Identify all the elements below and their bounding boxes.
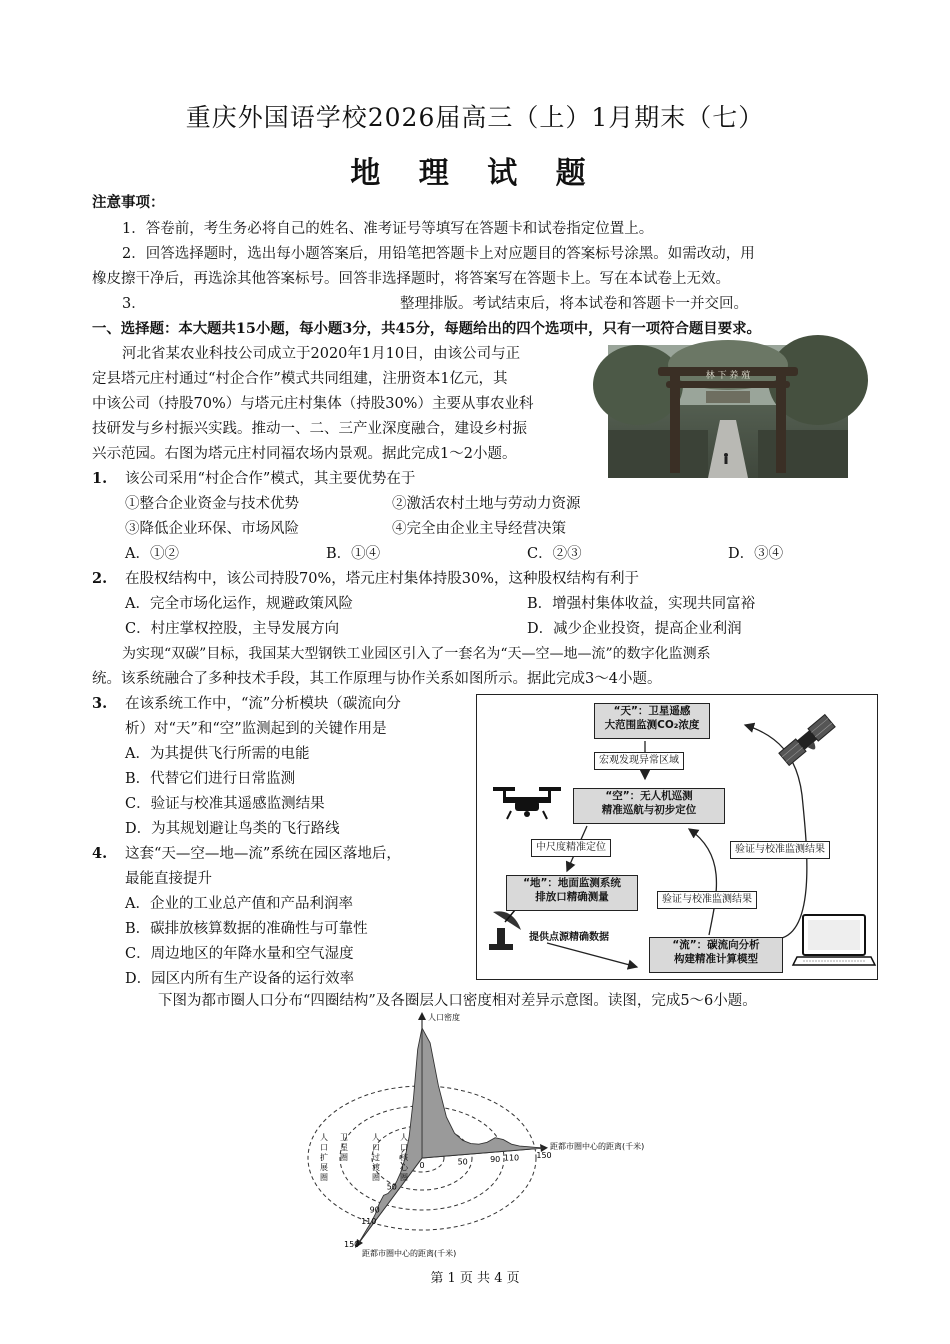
laptop-icon [793,915,875,965]
liu-box [649,937,783,973]
notice-item-3a: 3． [122,296,146,312]
provide-label: 提供点源精确数据 [529,932,609,943]
kong-line2: 精准巡航与初步定位 [601,804,697,816]
ring-label: 人口过渡圈 [372,1133,380,1182]
q3-number: 3. [92,695,108,712]
q4-option-d[interactable]: D．园区内所有生产设备的运行效率 [125,971,355,987]
q4-option-b[interactable]: B．碳排放核算数据的准确性与可靠性 [125,921,368,937]
ring-label: 人口核心圈 [400,1133,408,1182]
farm-photo [608,345,848,478]
q1-statement-4: ④完全由企业主导经营决策 [392,521,566,537]
q4-option-a[interactable]: A．企业的工业总产值和产品利润率 [125,896,353,912]
x-axis-label: 距都市圈中心的距离(千米) [550,1142,645,1151]
satellite-icon [779,715,838,769]
density-curve-z [358,1028,425,1244]
section-heading: 一、选择题：本大题共15小题，每小题3分，共45分，每题给出的四个选项中，只有一项符合题目要求。 [92,320,761,337]
z-tick-label: 90 [369,1205,380,1215]
q1-statement-1: ①整合企业资金与技术优势 [125,496,299,512]
q2-option-b[interactable]: B．增强村集体收益，实现共同富裕 [527,596,756,612]
q2-number: 2. [92,570,108,587]
z-tick-label: 110 [361,1217,377,1227]
x-tick-label: 150 [536,1151,552,1160]
ring-label: 卫星圈 [340,1133,348,1162]
q1-number: 1. [92,470,108,487]
passage1-line5: 兴示范园。右图为塔元庄村同福农场内景观。据此完成1～2小题。 [92,446,517,462]
tian-line2: 大范围监测CO₂浓度 [604,719,700,731]
passage1-line4: 技研发与乡村振兴实践。推动一、二、三产业深度融合，建设乡村振 [92,421,527,437]
notice-heading: 注意事项： [92,194,165,211]
verify-right-label: 验证与校准监测结果 [730,841,830,859]
q4-stem-1: 这套“天—空—地—流”系统在园区落地后， [125,846,401,862]
exam-title: 重庆外国语学校2026届高三（上）1月期末（七） [185,103,765,132]
q1-option-d[interactable]: D．③④ [728,546,784,562]
q4-stem-2: 最能直接提升 [125,871,212,887]
notice-item-1: 1．答卷前，考生务必将自己的姓名、准考证号等填写在答题卡和试卷指定位置上。 [122,221,654,237]
kong-line1: “空”：无人机巡测 [605,790,693,802]
q1-statement-3: ③降低企业环保、市场风险 [125,521,299,537]
notice-item-3b: 整理排版。考试结束后，将本试卷和答题卡一并交回。 [400,296,748,312]
verify-mid-label: 验证与校准监测结果 [657,891,757,909]
liu-line1: “流”：碳流向分析 [672,939,760,951]
di-box [506,875,638,911]
q1-statement-2: ②激活农村土地与劳动力资源 [392,496,581,512]
passage2-line1: 为实现“双碳”目标，我国某大型钢铁工业园区引入了一套名为“天—空—地—流”的数字化监测系 [122,646,711,662]
monitoring-system-diagram [476,694,878,980]
tian-box [594,703,710,739]
passage3-line1: 下图为都市圈人口分布“四圈结构”及各圈层人口密度相对差异示意图。读图，完成5～6小题。 [158,993,757,1009]
liu-line2: 构建精准计算模型 [674,953,758,965]
q4-number: 4. [92,845,108,862]
z-tick-label: 50 [386,1182,397,1192]
population-density-chart [300,1008,645,1260]
q1-option-c[interactable]: C．②③ [527,546,582,562]
q1-stem: 该公司采用“村企合作”模式，其主要优势在于 [125,471,416,487]
q4-option-c[interactable]: C．周边地区的年降水量和空气湿度 [125,946,354,962]
x-tick-label: 0 [419,1161,425,1170]
q2-option-d[interactable]: D．减少企业投资，提高企业利润 [527,621,742,637]
density-curve-x [422,1028,544,1158]
q2-stem: 在股权结构中，该公司持股70%，塔元庄村集体持股30%，这种股权结构有利于 [125,571,639,587]
gate-sign: 林 下 养 殖 [705,371,751,381]
page-number: 第 1 页 共 4 页 [430,1271,520,1286]
x-tick-label: 110 [503,1153,520,1163]
tian-line1: “天”：卫星遥感 [613,705,691,717]
drone-icon [493,787,561,819]
macro-label: 宏观发现异常区域 [594,752,684,770]
passage1-line2: 定县塔元庄村通过“村企合作”模式共同组建，注册资本1亿元，其 [92,371,508,387]
passage2-line2: 统。该系统融合了多种技术手段，其工作原理与协作关系如图所示。据此完成3～4小题。 [92,671,662,687]
passage1-line1: 河北省某农业科技公司成立于2020年1月10日，由该公司与正 [122,346,521,362]
q3-option-a[interactable]: A．为其提供飞行所需的电能 [125,746,310,762]
farm-gate-illustration [608,345,848,478]
subject-title: 地 理 试 题 [350,156,600,191]
passage1-line3: 中该公司（持股70%）与塔元庄村集体（持股30%）主要从事农业科 [92,396,534,412]
kong-box [573,788,725,824]
z-tick-label: 150 [344,1240,360,1249]
notice-item-2a: 2．回答选择题时，选出每小题答案后，用铅笔把答题卡上对应题目的答案标号涂黑。如需改动，用 [122,246,755,262]
ring-label: 人口扩展圈 [320,1133,328,1182]
q3-stem-2: 析）对“天”和“空”监测起到的关键作用是 [125,721,387,737]
y-axis-label: 人口密度 [428,1013,460,1022]
x-tick-label: 90 [490,1155,501,1164]
mid-label: 中尺度精准定位 [531,839,611,857]
z-axis-label: 距都市圈中心的距离(千米) [362,1249,457,1258]
q3-option-b[interactable]: B．代替它们进行日常监测 [125,771,296,787]
di-line2: 排放口精确测量 [535,891,609,903]
antenna-icon [489,910,521,950]
q1-option-a[interactable]: A．①② [125,546,179,562]
q1-option-b[interactable]: B．①④ [326,546,381,562]
q3-option-c[interactable]: C．验证与校准其遥感监测结果 [125,796,325,812]
notice-item-2b: 橡皮擦干净后，再选涂其他答案标号。回答非选择题时，将答案写在答题卡上。写在本试卷上无效。 [92,271,730,287]
q2-option-a[interactable]: A．完全市场化运作，规避政策风险 [125,596,353,612]
x-tick-label: 50 [457,1157,468,1167]
di-line1: “地”：地面监测系统 [523,877,621,889]
q3-stem-1: 在该系统工作中，“流”分析模块（碳流向分 [125,696,401,712]
y-axis-arrow [418,1012,426,1020]
q3-option-d[interactable]: D．为其规划避让鸟类的飞行路线 [125,821,340,837]
q2-option-c[interactable]: C．村庄掌权控股，主导发展方向 [125,621,340,637]
